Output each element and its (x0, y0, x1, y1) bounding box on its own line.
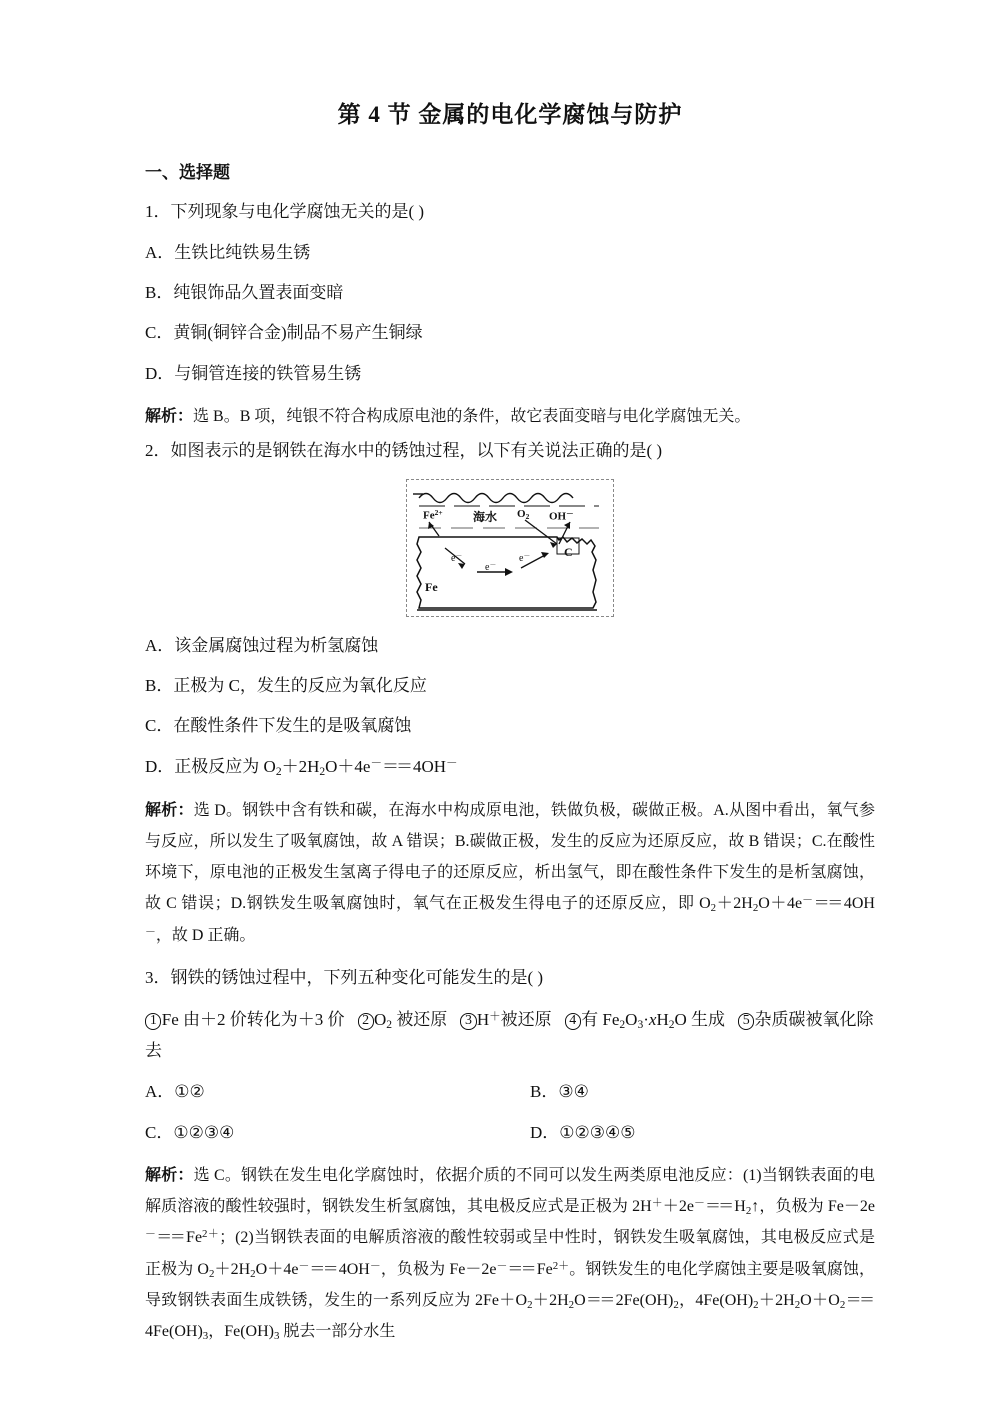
item-text-4: 有 $Fe_2O_3\cdot xH_2O$ 生成 (581, 1010, 726, 1032)
option-label: B． (145, 675, 174, 695)
question-3-options-row-1 (145, 1079, 875, 1105)
item-marker-4: 4 (565, 1013, 581, 1029)
figure-label-electron-1: e－ (451, 552, 463, 564)
item-text-3: H＋被还原 (476, 1009, 552, 1030)
option-text: 黄铜(铜锌合金)制品不易产生铜绿 (173, 323, 423, 343)
steel-seawater-corrosion-diagram (406, 479, 614, 617)
question-2-option-a (145, 633, 875, 659)
option-label: D． (530, 1122, 560, 1142)
option-label: B． (145, 283, 174, 303)
item-marker-5: 5 (738, 1013, 754, 1029)
option-label: C． (145, 323, 174, 343)
item-marker-2: 2 (358, 1013, 374, 1029)
water-surface-wave (419, 493, 573, 502)
section-heading: 一、选择题 (145, 162, 230, 182)
document-content (145, 100, 875, 1361)
question-3-items (145, 1005, 875, 1065)
option-marks: ①②③④⑤ (559, 1122, 636, 1142)
question-2-figure-wrap (145, 479, 875, 617)
option-label: C． (145, 1122, 174, 1142)
question-2-stem: 2．如图表示的是钢铁在海水中的锈蚀过程，以下有关说法正确的是( ) (145, 441, 663, 461)
figure-label-oxygen: $O_2$ (517, 507, 530, 521)
corrosion-diagram-svg (407, 480, 613, 616)
option-text: 生铁比纯铁易生锈 (174, 242, 311, 262)
explanation-label: 解析： (145, 801, 194, 819)
question-2-explanation (145, 795, 875, 951)
question-3-stem: 3．钢铁的锈蚀过程中，下列五种变化可能发生的是( ) (145, 967, 544, 987)
question-3-option-d (530, 1120, 635, 1146)
explanation-text: 选 B。B 项，纯银不符合构成原电池的条件，故它表面变暗与电化学腐蚀无关。 (193, 408, 751, 426)
question-2-option-c (145, 713, 875, 739)
question-1-option-a (145, 240, 875, 266)
option-label: C． (145, 716, 174, 736)
question-2-option-d (145, 754, 875, 781)
figure-label-fe2-ion: $Fe^{2+}$ (423, 507, 443, 521)
figure-label-electron-2: e－ (485, 561, 497, 573)
option-marks: ①②③④ (173, 1122, 235, 1142)
figure-label-seawater: 海水 (473, 509, 498, 524)
item-marker-3: 3 (460, 1013, 476, 1029)
item-text-1: Fe 由＋2 价转化为＋3 价 (161, 1010, 345, 1030)
explanation-text: 选 D。钢铁中含有铁和碳，在海水中构成原电池，铁做负极，碳做正极。A.从图中看出，氧气参与反应，所以发生了吸氧腐蚀，故 A 错误；B.碳做正极，发生的反应为还原反应，故 B 错误；C.在酸性环境下，原电池的正极发生氢离子得电子的还原反应，析出氢气，即在酸性条件下发生的是析氢腐蚀，故 C 错误；D.钢铁发生吸氧腐蚀时，氧气在正极发生得电子的还原反应，即 $O_2+2H_2O+4e^-== 4OH^-$，故 D 正确。 (145, 801, 875, 944)
question-3-explanation (145, 1160, 875, 1347)
option-label: A． (145, 242, 175, 262)
question-1-option-c (145, 320, 875, 346)
option-label: D． (145, 756, 175, 776)
option-label: D． (145, 363, 175, 383)
option-text: 该金属腐蚀过程为析氢腐蚀 (174, 635, 379, 655)
question-1-option-b (145, 280, 875, 306)
question-3-option-c (145, 1120, 530, 1146)
figure-label-electron-3: e－ (519, 552, 531, 564)
option-text: 正极为 C，发生的反应为氧化反应 (173, 675, 427, 695)
figure-label-hydroxide: OH－ (549, 508, 574, 522)
option-marks: ③④ (558, 1082, 589, 1102)
question-3-option-a (145, 1079, 530, 1105)
question-2-option-b (145, 673, 875, 699)
question-1-option-d (145, 361, 875, 387)
figure-label-carbon: C (564, 544, 573, 559)
explanation-label: 解析： (145, 1167, 194, 1185)
option-text: 与铜管连接的铁管易生锈 (174, 363, 362, 383)
question-1-explanation (145, 401, 875, 432)
option-label: A． (145, 1082, 175, 1102)
question-1-stem: 1．下列现象与电化学腐蚀无关的是( ) (145, 202, 425, 222)
item-text-5: 杂质碳被氧化除去 (145, 1010, 874, 1060)
explanation-label: 解析： (145, 408, 194, 426)
option-label: A． (145, 635, 175, 655)
option-text: 纯银饰品久置表面变暗 (173, 283, 344, 303)
question-3-options-row-2 (145, 1120, 875, 1146)
page-title: 第 4 节 金属的电化学腐蚀与防护 (337, 102, 683, 127)
explanation-text: 选 C。钢铁在发生电化学腐蚀时，依据介质的不同可以发生两类原电池反应：(1)当钢铁表面的电解质溶液的酸性较强时，钢铁发生析氢腐蚀，其电极反应式是正极为 $2H^++2e^-== H_2↑$，负极为 $Fe-2e^-== Fe^{2+}$；(2)当钢铁表面的电解质溶液的酸性较弱或呈中性时，钢铁发生吸氧腐蚀，其电极反应式是正极为 $O_2+2H_2O+4e^-== 4OH^-$，负极为 $Fe-2e^-== Fe^{2+}$。钢铁发生的电化学腐蚀主要是吸氧腐蚀，导致钢铁表面生成铁锈，发生的一系列反应为 $2Fe+O_2+2H_2O== 2Fe(OH)_2$，$4Fe(OH)_2+2H_2O+O_2==4Fe(OH)_3$，$Fe(OH)_3$ 脱去一部分水生 (145, 1167, 876, 1343)
item-marker-1: 1 (145, 1013, 161, 1029)
option-text: 在酸性条件下发生的是吸氧腐蚀 (173, 716, 412, 736)
item-text-2: $O_2$ 被还原 (374, 1010, 448, 1032)
question-3-option-b (530, 1079, 589, 1105)
figure-label-iron: Fe (425, 579, 438, 594)
option-text: 正极反应为 $O_2+2H_2O+4e^-== 4OH^-$ (174, 756, 458, 778)
option-marks: ①② (174, 1082, 205, 1102)
option-label: B． (530, 1082, 559, 1102)
